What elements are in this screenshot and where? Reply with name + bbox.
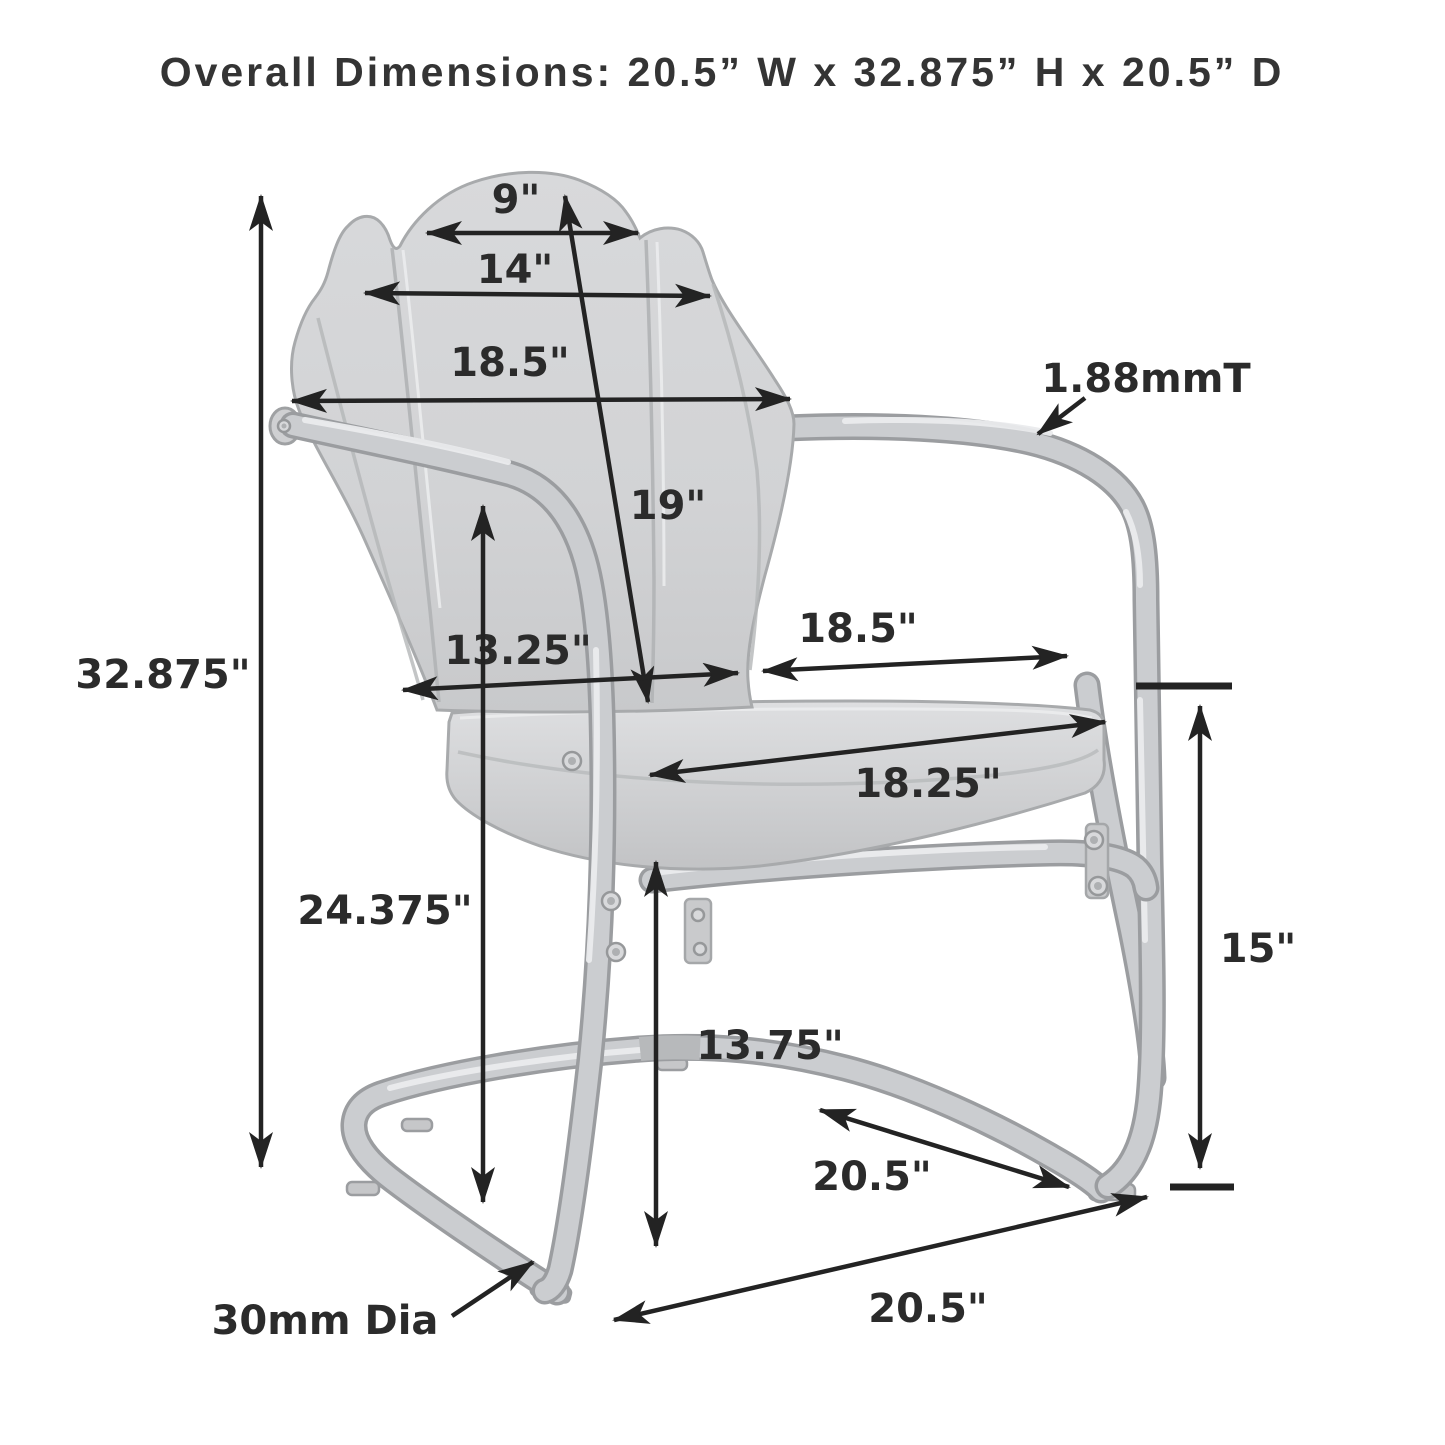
bolt <box>694 943 706 955</box>
foot-glide <box>402 1119 432 1131</box>
dim-frame-thickness <box>1038 356 1251 434</box>
base-rail-tube <box>354 1047 1101 1292</box>
dimension-arrow <box>365 293 710 296</box>
foot-glides <box>347 1058 1135 1304</box>
dim-seat-top-width <box>763 606 1067 671</box>
dimension-arrow <box>452 1262 533 1316</box>
rail-joint-sleeve <box>640 1047 700 1049</box>
dimension-label: 30mm Dia <box>211 1298 439 1344</box>
page-title: Overall Dimensions: 20.5” W x 32.875” H x 20.5” D <box>159 49 1285 95</box>
dimension-label: 20.5" <box>868 1286 988 1332</box>
dimension-label: 13.75" <box>696 1023 844 1069</box>
dim-overall-height <box>75 196 261 1167</box>
chair-illustration <box>270 172 1153 1303</box>
dimension-label: 19" <box>629 483 707 529</box>
dimension-label: 24.375" <box>297 888 473 934</box>
dimension-label: 15" <box>1219 926 1297 972</box>
dim-base-width <box>614 1197 1147 1332</box>
dimension-label: 14" <box>476 247 554 293</box>
dim-tube-diameter <box>212 1262 533 1344</box>
dimension-label: 20.5" <box>812 1154 932 1200</box>
dimension-label: 1.88mmT <box>1041 356 1251 402</box>
dimension-label: 18.5" <box>450 340 570 386</box>
right-mounting-plate <box>1085 824 1108 898</box>
dimension-arrow <box>1038 398 1085 434</box>
bolt <box>692 909 704 921</box>
foot-glide <box>347 1182 379 1195</box>
dimension-arrow <box>763 656 1067 671</box>
dimension-arrow <box>292 399 790 401</box>
dimension-label: 18.25" <box>854 761 1002 807</box>
dimension-label: 9" <box>491 177 541 223</box>
dimension-label: 13.25" <box>444 628 592 674</box>
dimension-label: 18.5" <box>798 606 918 652</box>
dimension-label: 32.875" <box>75 652 251 698</box>
